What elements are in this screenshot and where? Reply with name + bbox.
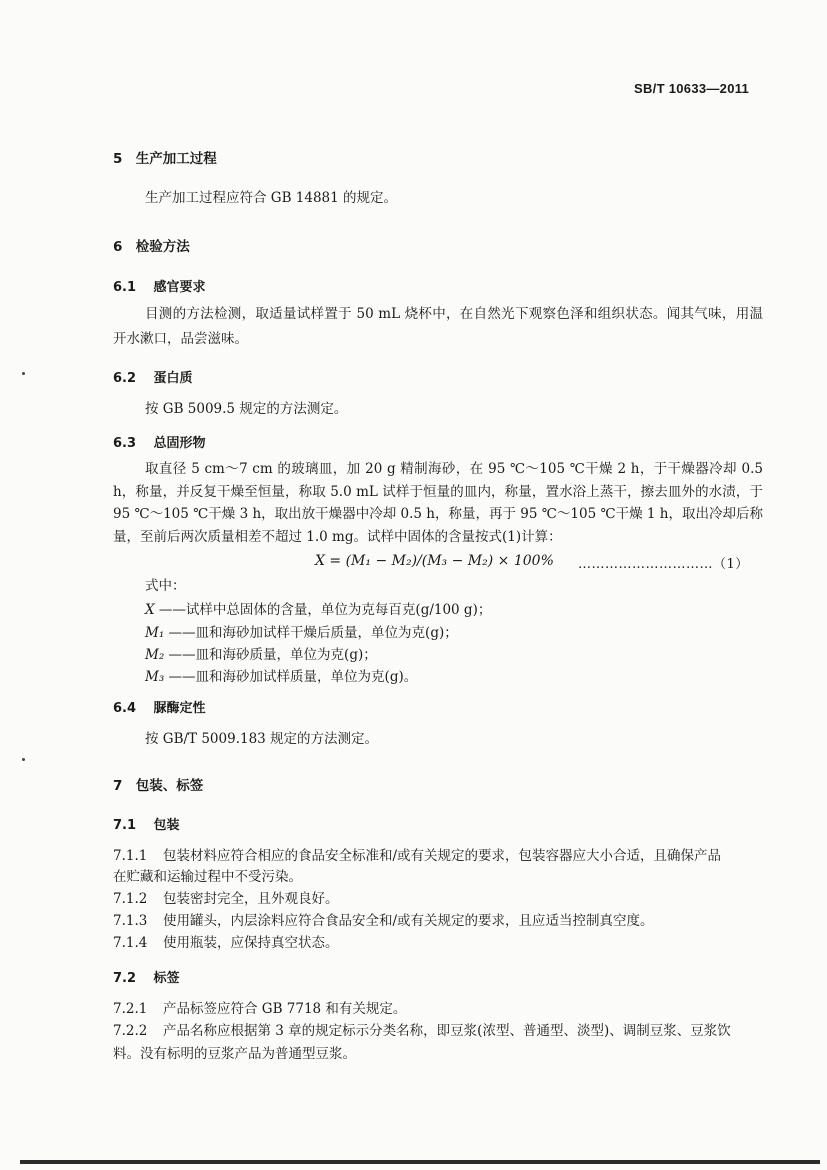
section-number: 6.4	[113, 701, 137, 716]
section-title: 感官要求	[153, 280, 206, 295]
section-number: 6	[113, 239, 123, 255]
definition-text: ——皿和海砂加试样质量，单位为克(g)。	[168, 669, 418, 685]
definition-symbol: M₁	[145, 625, 165, 641]
section-number: 7.2	[113, 971, 137, 986]
section-title: 包装、标签	[135, 778, 204, 794]
section-6-heading	[113, 235, 190, 255]
clause-text: 使用瓶装，应保持真空状态。	[163, 935, 339, 951]
section-title: 生产加工过程	[135, 151, 217, 167]
scan-speck	[22, 758, 25, 761]
clause-continuation: 在贮藏和运输过程中不受污染。	[113, 869, 302, 885]
clause-row	[113, 847, 721, 865]
definition-symbol: X	[145, 602, 155, 618]
formula: X = (M₁ − M₂)/(M₃ − M₂) × 100%	[315, 553, 554, 569]
section-6-2-text: 按 GB 5009.5 规定的方法测定。	[145, 401, 348, 417]
clause-continuation: 料。没有标明的豆浆产品为普通型豆浆。	[113, 1046, 356, 1062]
definition-symbol: M₂	[145, 647, 165, 663]
section-6-3-text: 取直径 5 cm～7 cm 的玻璃皿，加 20 g 精制海砂，在 95 ℃～105 ℃干燥 2 h，于干燥器冷却 0.5 h，称量，并反复干燥至恒量，称取 5.0 mL 试样于恒量的皿内，称量，置水浴上蒸干，擦去皿外的水渍，于 95 ℃～105 ℃干燥 3 h，取出放干燥器中冷却 0.5 h，称量，再于 95 ℃～105 ℃干燥 1 h，取出冷却后称量，至前后两次质量相差不超过 1.0 mg。试样中固体的含量按式(1)计算：	[113, 461, 763, 545]
clause-number: 7.1.4	[113, 935, 148, 951]
clause-text: 包装密封完全，且外观良好。	[163, 891, 339, 907]
clause-row	[113, 934, 339, 952]
clause-row	[113, 890, 339, 908]
clause-number: 7.1.3	[113, 913, 148, 929]
section-5-text: 生产加工过程应符合 GB 14881 的规定。	[145, 190, 398, 206]
section-title: 蛋白质	[153, 371, 193, 386]
document-number: SB/T 10633—2011	[634, 81, 750, 96]
section-7-2-heading	[113, 967, 180, 986]
section-number: 6.3	[113, 436, 137, 451]
clause-number: 7.1.2	[113, 891, 148, 907]
clause-number: 7.2.1	[113, 1001, 148, 1017]
section-7-1-heading	[113, 814, 180, 833]
clause-text: 产品名称应根据第 3 章的规定标示分类名称，即豆浆(浓型、普通型、淡型)、调制豆浆、豆浆饮	[163, 1023, 731, 1039]
definition-symbol: M₃	[145, 669, 165, 685]
clause-text: 包装材料应符合相应的食品安全标准和/或有关规定的要求，包装容器应大小合适，且确保产品	[163, 848, 722, 864]
clause-number: 7.1.1	[113, 848, 148, 864]
clause-row	[113, 1000, 406, 1018]
scan-speck	[22, 372, 25, 375]
section-number: 7.1	[113, 818, 137, 833]
section-6-1-heading	[113, 276, 206, 295]
definition-row	[145, 598, 491, 618]
section-6-1-text: 目测的方法检测，取适量试样置于 50 mL 烧杯中，在自然光下观察色泽和组织状态。闻其气味，用温开水漱口，品尝滋味。	[113, 306, 763, 347]
section-6-4-text: 按 GB/T 5009.183 规定的方法测定。	[145, 731, 379, 747]
definition-row	[145, 621, 458, 641]
section-number: 6.1	[113, 280, 137, 295]
clause-text: 使用罐头，内层涂料应符合食品安全和/或有关规定的要求，且应适当控制真空度。	[163, 913, 654, 929]
section-title: 总固形物	[153, 436, 206, 451]
section-number: 7	[113, 778, 123, 794]
section-6-3-heading	[113, 432, 206, 451]
clause-row	[113, 912, 654, 930]
where-label: 式中：	[145, 578, 186, 594]
section-title: 脲酶定性	[153, 701, 206, 716]
definition-row	[145, 665, 417, 685]
definition-row	[145, 643, 377, 663]
definition-text: ——试样中总固体的含量，单位为克每百克(g/100 g)；	[158, 602, 492, 618]
definition-text: ——皿和海砂加试样干燥后质量，单位为克(g)；	[168, 625, 458, 641]
section-7-heading	[113, 774, 203, 794]
section-number: 5	[113, 151, 123, 167]
bottom-rule	[20, 1160, 820, 1164]
section-5-heading	[113, 147, 217, 167]
section-number: 6.2	[113, 371, 137, 386]
definition-text: ——皿和海砂质量，单位为克(g)；	[168, 647, 377, 663]
section-title: 包装	[153, 818, 180, 833]
formula-reference: …………………………（1）	[578, 557, 749, 572]
section-title: 标签	[153, 971, 180, 986]
clause-text: 产品标签应符合 GB 7718 和有关规定。	[163, 1001, 407, 1017]
section-6-2-heading	[113, 367, 193, 386]
section-6-4-heading	[113, 697, 206, 716]
clause-row	[113, 1022, 731, 1040]
clause-number: 7.2.2	[113, 1023, 148, 1039]
section-title: 检验方法	[135, 239, 190, 255]
